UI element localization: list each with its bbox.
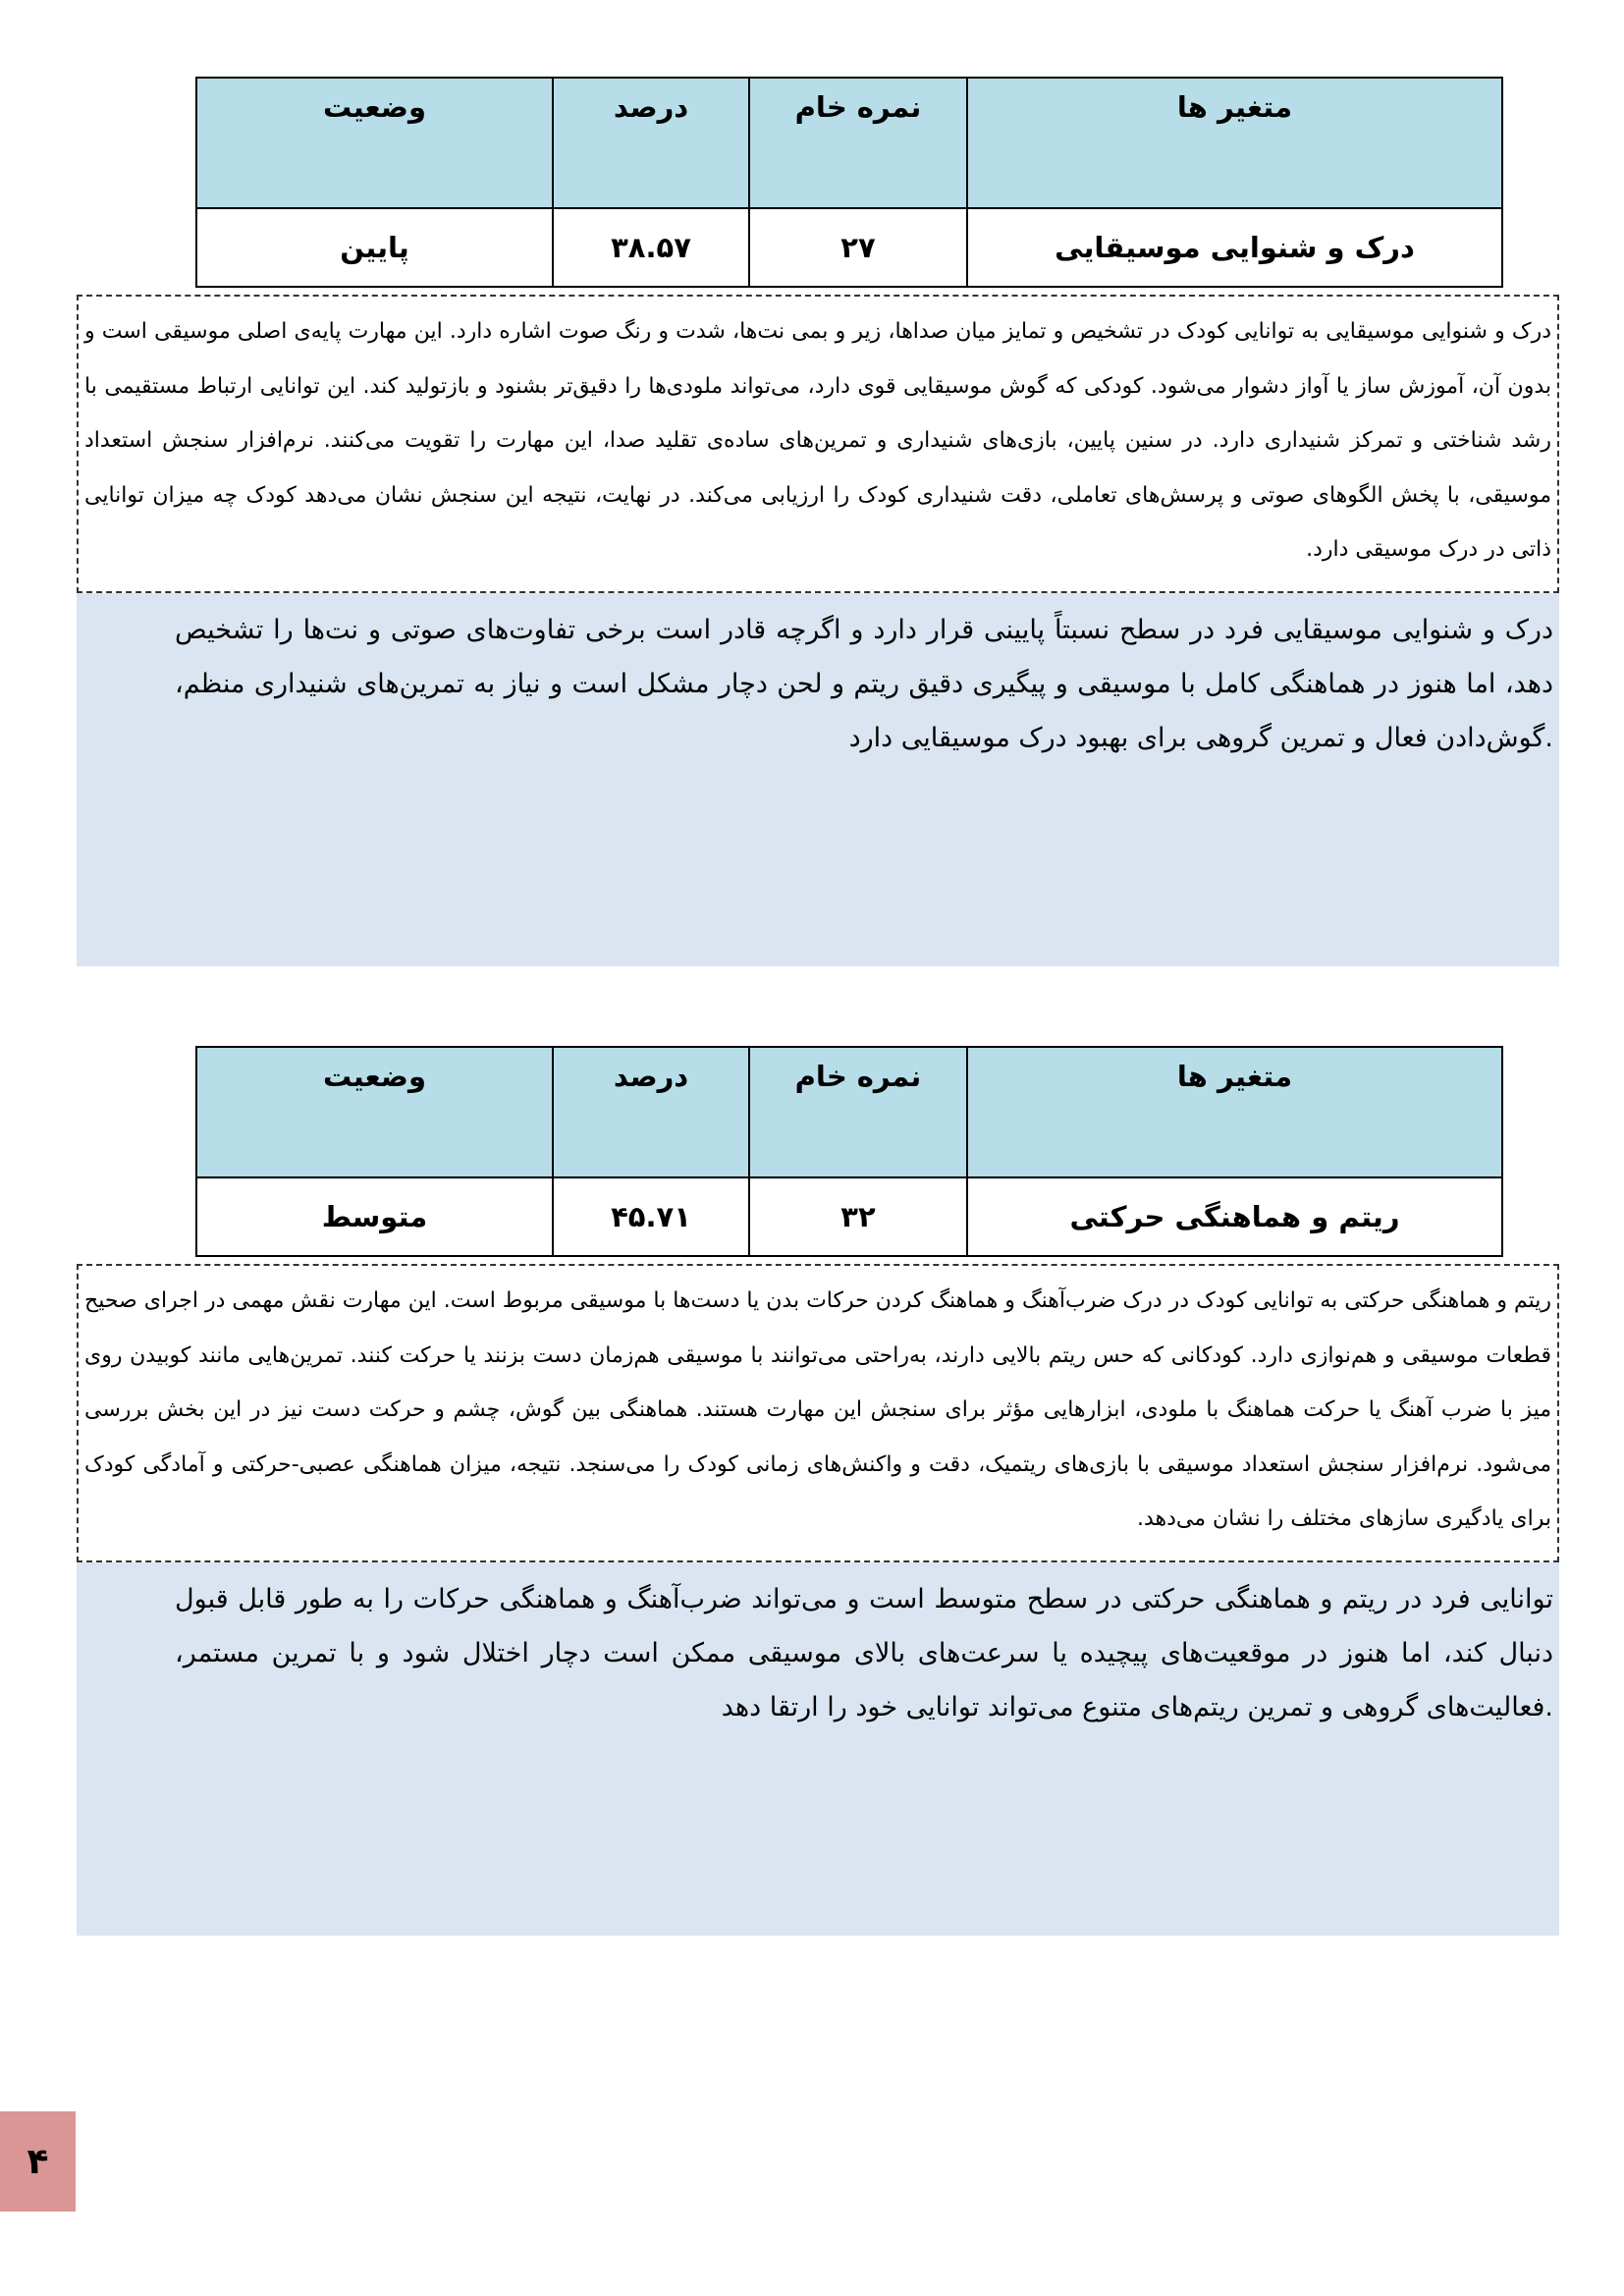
percent-value: ۳۸.۵۷ — [553, 208, 749, 287]
header-percent: درصد — [553, 1047, 749, 1177]
raw-score-value: ۳۲ — [749, 1177, 967, 1256]
header-percent: درصد — [553, 78, 749, 208]
status-value: متوسط — [196, 1177, 553, 1256]
header-raw-score: نمره خام — [749, 1047, 967, 1177]
interpretation-box-2: توانایی فرد در ریتم و هماهنگی حرکتی در سطح متوسط است و می‌تواند ضرب‌آهنگ و هماهنگی حرکات را به طور قابل قبول دنبال کند، اما هنوز در موقعیت‌های پیچیده یا سرعت‌های بالای موسیقی ممکن است دچار اختلال شود و با تمرین مستمر، .فعالیت‌های گروهی و تمرین ریتم‌های متنوع می‌تواند توانایی خود را ارتقا دهد — [77, 1562, 1559, 1936]
status-value: پایین — [196, 208, 553, 287]
description-box-1: درک و شنوایی موسیقایی به توانایی کودک در تشخیص و تمایز میان صداها، زیر و بمی نت‌ها، شدت و رنگ صوت اشاره دارد. این مهارت پایه‌ی اصلی موسیقی است و بدون آن، آموزش ساز یا آواز دشوار می‌شود. کودکی که گوش موسیقایی قوی دارد، می‌تواند ملودی‌ها را دقیق‌تر بشنود و بازتولید کند. این توانایی ارتباط مستقیمی با رشد شناختی و تمرکز شنیداری دارد. در سنین پایین، بازی‌های شنیداری و تمرین‌های ساده‌ی تقلید صدا، این مهارت را تقویت می‌کنند. نرم‌افزار سنجش استعداد موسیقی، با پخش الگوهای صوتی و پرسش‌های تعاملی، دقت شنیداری کودک را ارزیابی می‌کند. در نهایت، نتیجه این سنجش نشان می‌دهد کودک چه میزان توانایی ذاتی در درک موسیقی دارد. — [77, 295, 1559, 593]
page-number-badge — [0, 2111, 76, 2212]
score-table-2 — [195, 1046, 1503, 1257]
table-row — [196, 1177, 1502, 1256]
table-row — [196, 208, 1502, 287]
header-variable: متغیر ها — [967, 1047, 1502, 1177]
score-table-1 — [195, 77, 1503, 288]
table-header-row — [196, 78, 1502, 208]
interpretation-box-1: درک و شنوایی موسیقایی فرد در سطح نسبتاً پایینی قرار دارد و اگرچه قادر است برخی تفاوت‌های صوتی و نت‌ها را تشخیص دهد، اما هنوز در هماهنگی کامل با موسیقی و پیگیری دقیق ریتم و لحن دچار مشکل است و نیاز به تمرین‌های شنیداری منظم، .گوش‌دادن فعال و تمرین گروهی برای بهبود درک موسیقایی دارد — [77, 593, 1559, 966]
variable-name: درک و شنوایی موسیقایی — [967, 208, 1502, 287]
description-box-2: ریتم و هماهنگی حرکتی به توانایی کودک در درک ضرب‌آهنگ و هماهنگ کردن حرکات بدن یا دست‌ها با موسیقی مربوط است. این مهارت نقش مهمی در اجرای صحیح قطعات موسیقی و هم‌نوازی دارد. کودکانی که حس ریتم بالایی دارند، به‌راحتی می‌توانند با موسیقی هم‌زمان دست بزنند یا حرکت کنند. تمرین‌هایی مانند کوبیدن روی میز با ضرب آهنگ یا حرکت هماهنگ با ملودی، ابزارهایی مؤثر برای سنجش این مهارت هستند. هماهنگی بین گوش، چشم و حرکت دست نیز در این بخش بررسی می‌شود. نرم‌افزار سنجش استعداد موسیقی با بازی‌های ریتمیک، دقت و واکنش‌های زمانی کودک را می‌سنجد. نتیجه، میزان هماهنگی عصبی-حرکتی و آمادگی کودک برای یادگیری سازهای مختلف را نشان می‌دهد. — [77, 1264, 1559, 1562]
percent-value: ۴۵.۷۱ — [553, 1177, 749, 1256]
table-header-row — [196, 1047, 1502, 1177]
variable-name: ریتم و هماهنگی حرکتی — [967, 1177, 1502, 1256]
header-raw-score: نمره خام — [749, 78, 967, 208]
raw-score-value: ۲۷ — [749, 208, 967, 287]
header-status: وضعیت — [196, 78, 553, 208]
header-status: وضعیت — [196, 1047, 553, 1177]
page-number: ۴ — [27, 2141, 49, 2182]
header-variable: متغیر ها — [967, 78, 1502, 208]
